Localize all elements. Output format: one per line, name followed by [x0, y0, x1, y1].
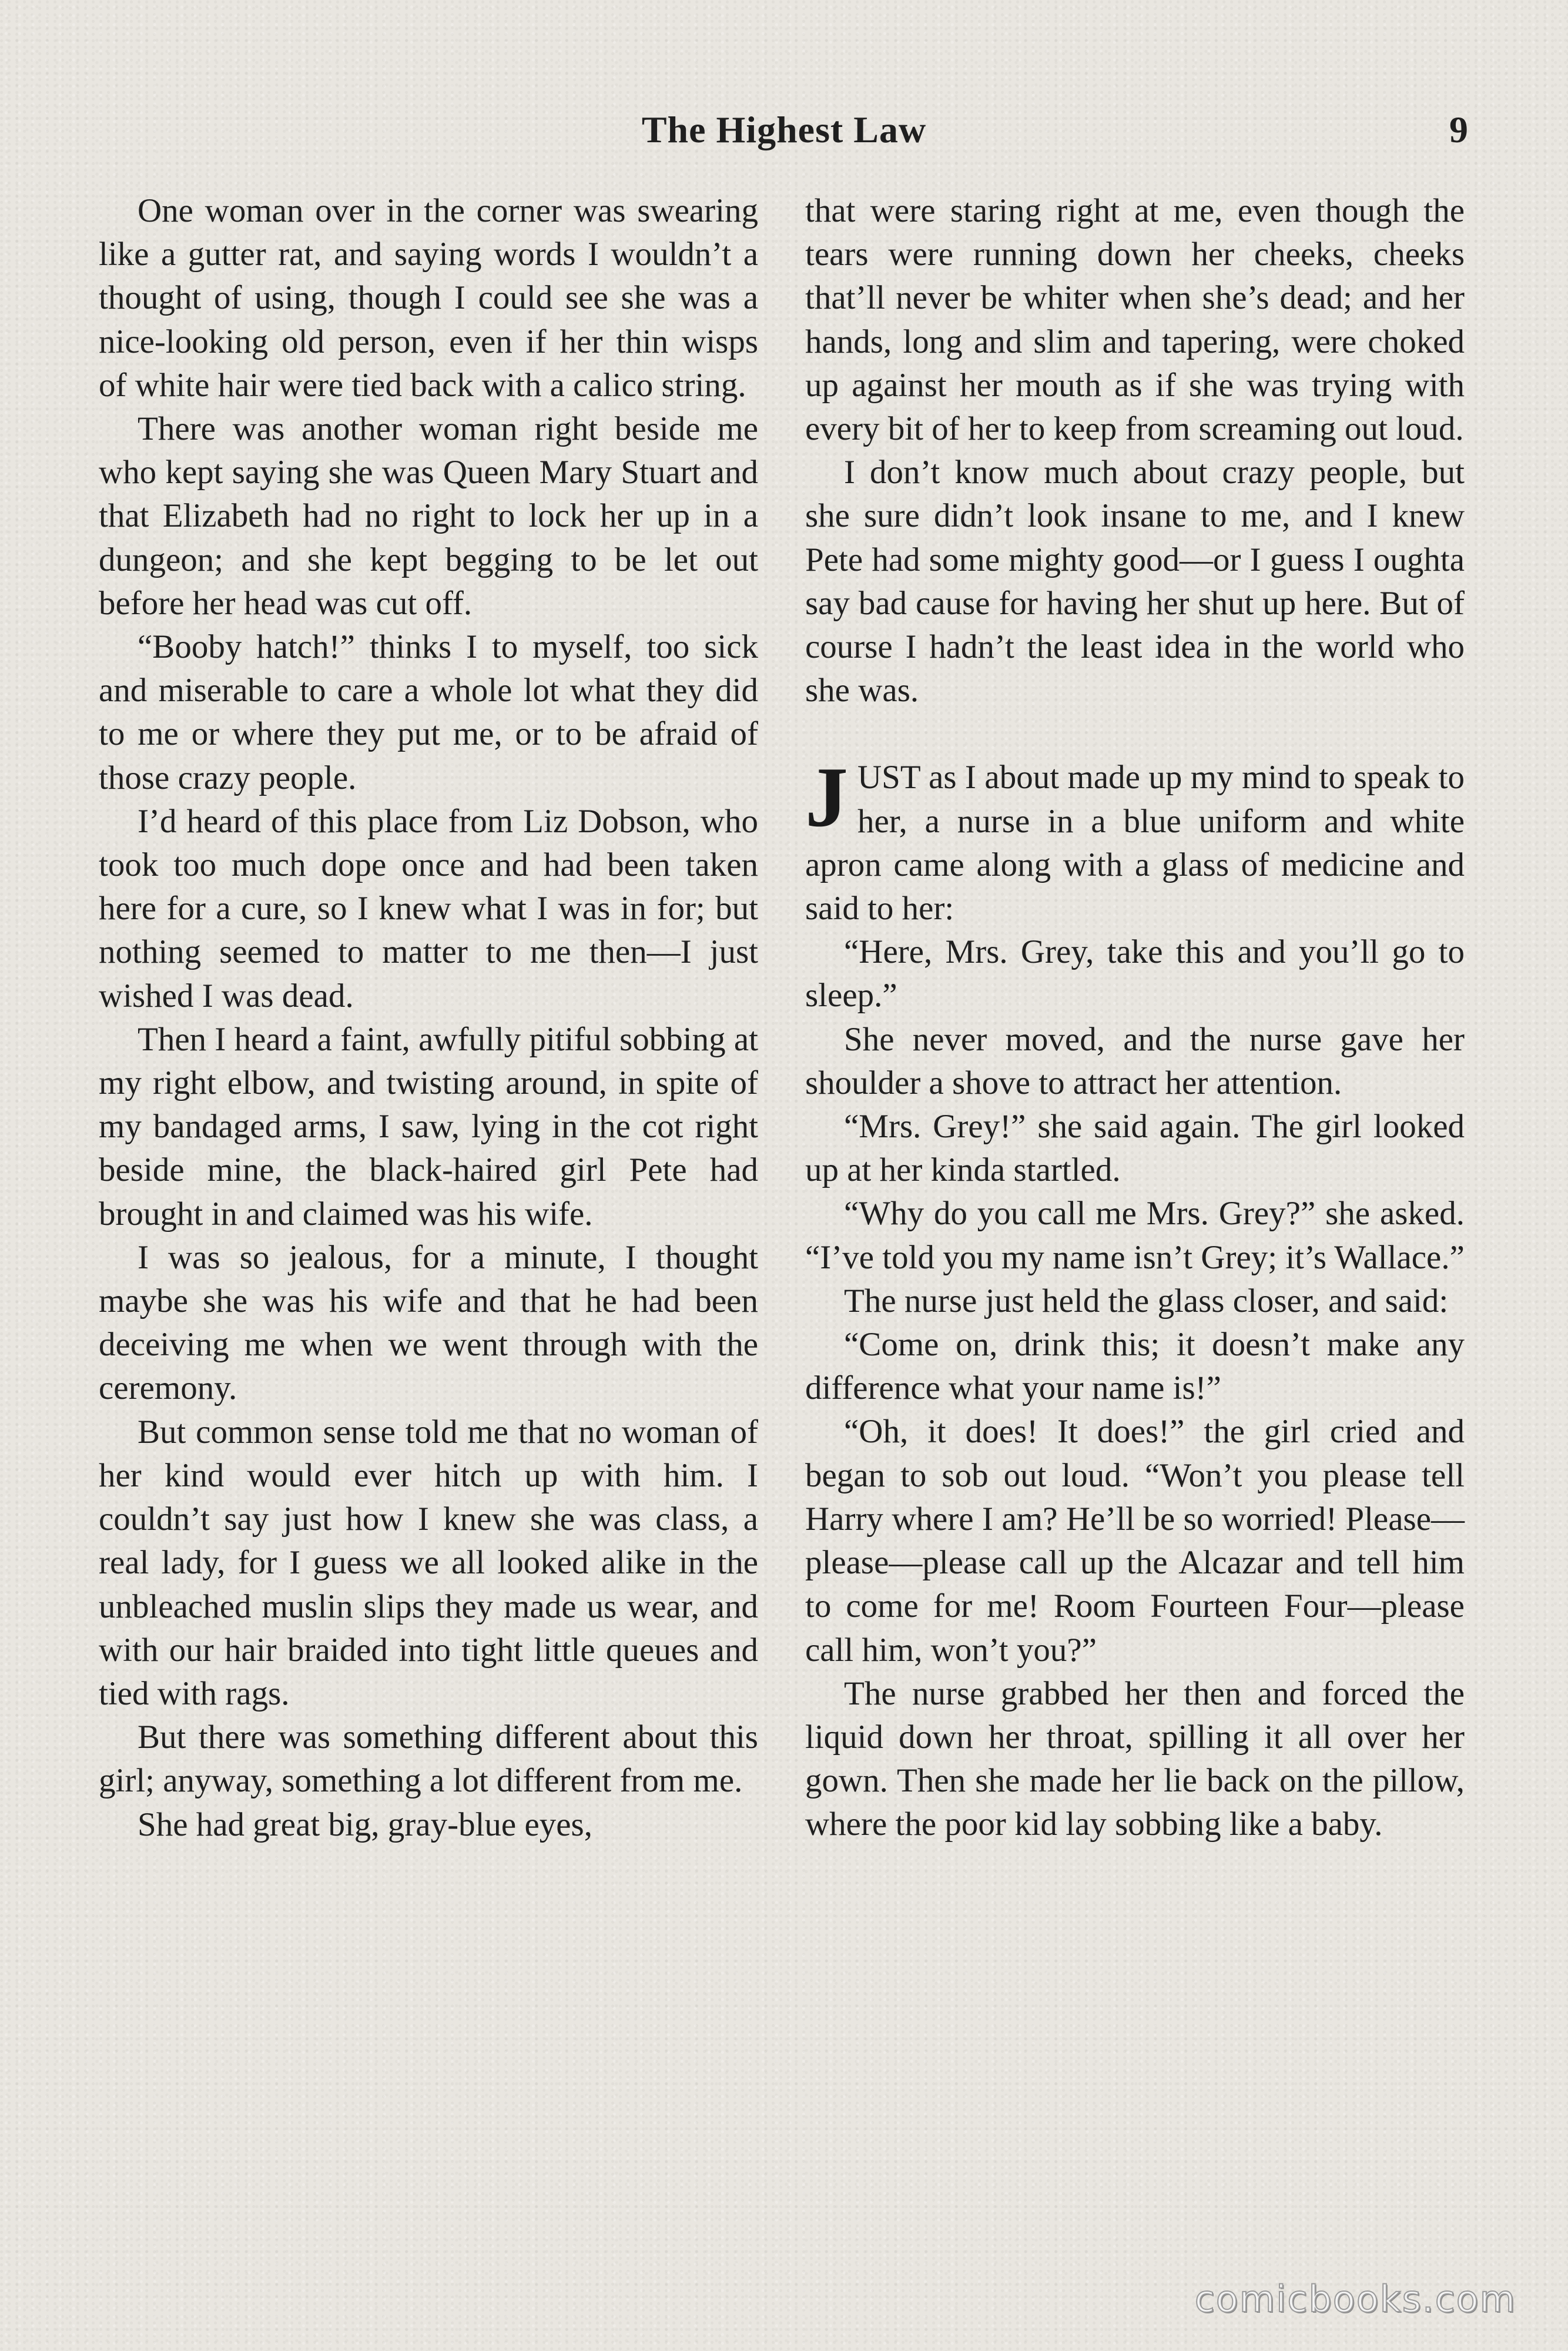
- paragraph: She never moved, and the nurse gave her shoulder a shove to attract her attention.: [805, 1020, 1465, 1101]
- paragraph: “Here, Mrs. Grey, take this and you’ll go to sleep.”: [805, 933, 1465, 1014]
- paragraph-continuation: that were staring right at me, even though the tears were running down her cheeks, cheeks that’ll never be whiter when she’s dead; and her hands, long and slim and tapering, were choked up against her mouth as if she was trying with every bit of her to keep from screaming out loud.: [805, 192, 1465, 448]
- paragraph: I was so jealous, for a minute, I thought maybe she was his wife and that he had been deceiving me when we went through with the ceremony.: [99, 1238, 758, 1407]
- paragraph: “Oh, it does! It does!” the girl cried and began to sob out loud. “Won’t you please tell Harry where I am? He’ll be so worried! Please—please—please call up the Alcazar and tell him to come for me! Room Fourteen Four—please call him, won’t you?”: [805, 1413, 1465, 1669]
- running-title: The Highest Law: [641, 109, 927, 150]
- section-start-text: UST as I about made up my mind to speak to her, a nurse in a blue uniform and white apron came along with a glass of medicine and said to her:: [805, 759, 1465, 927]
- paragraph: She had great big, gray-blue eyes,: [138, 1806, 592, 1843]
- page-header: [0, 103, 1568, 156]
- paragraph: But common sense told me that no woman of her kind would ever hitch up with him. I couldn’t say just how I knew she was class, a real lady, for I guess we all looked alike in the unbleached muslin slips they made us wear, and with our hair braided into tight little queues and tied with rags.: [99, 1413, 758, 1712]
- left-column: [99, 189, 758, 1847]
- paragraph: “Mrs. Grey!” she said again. The girl looked up at her kinda startled.: [805, 1108, 1465, 1189]
- section-start-paragraph: [805, 749, 1465, 930]
- paragraph: “Booby hatch!” thinks I to myself, too sick and miserable to care a whole lot what they did to me or where they put me, or to be afraid of those crazy people.: [99, 628, 758, 796]
- watermark-logo: comicbooks.com: [1194, 2278, 1516, 2320]
- drop-cap: J: [805, 749, 848, 845]
- page-number: 9: [1449, 109, 1468, 150]
- paragraph: There was another woman right beside me who kept saying she was Queen Mary Stuart and that Elizabeth had no right to lock her up in a dungeon; and she kept begging to be let out before her head was cut off.: [99, 410, 758, 622]
- paragraph: I’d heard of this place from Liz Dobson, who took too much dope once and had been taken here for a cure, so I knew what I was in for; but nothing seemed to matter to me then—I just wished I was dead.: [99, 802, 758, 1014]
- paragraph: “Come on, drink this; it doesn’t make any difference what your name is!”: [805, 1326, 1465, 1407]
- paragraph: The nurse grabbed her then and forced the liquid down her throat, spilling it all over her gown. Then she made her lie back on the pillow, where the poor kid lay sobbing like a baby.: [805, 1674, 1465, 1843]
- paragraph: But there was something different about this girl; anyway, something a lot different from me.: [99, 1719, 758, 1800]
- right-column: [805, 189, 1465, 1847]
- paragraph: Then I heard a faint, awfully pitiful sobbing at my right elbow, and twisting around, in spite of my bandaged arms, I saw, lying in the cot right beside mine, the black-haired girl Pete had brought in and claimed was his wife.: [99, 1020, 758, 1233]
- paragraph: One woman over in the corner was swearing like a gutter rat, and saying words I wouldn’t a thought of using, though I could see she was a nice-looking old person, even if her thin wisps of white hair were tied back with a calico string.: [99, 192, 758, 404]
- paragraph: “Why do you call me Mrs. Grey?” she asked. “I’ve told you my name isn’t Grey; it’s Wallace.”: [805, 1195, 1465, 1276]
- paragraph: I don’t know much about crazy people, but she sure didn’t look insane to me, and I knew Pete had some mighty good—or I guess I oughta say bad cause for having her shut up here. But of course I hadn’t the least idea in the world who she was.: [805, 454, 1465, 709]
- paragraph: The nurse just held the glass closer, and said:: [844, 1282, 1449, 1319]
